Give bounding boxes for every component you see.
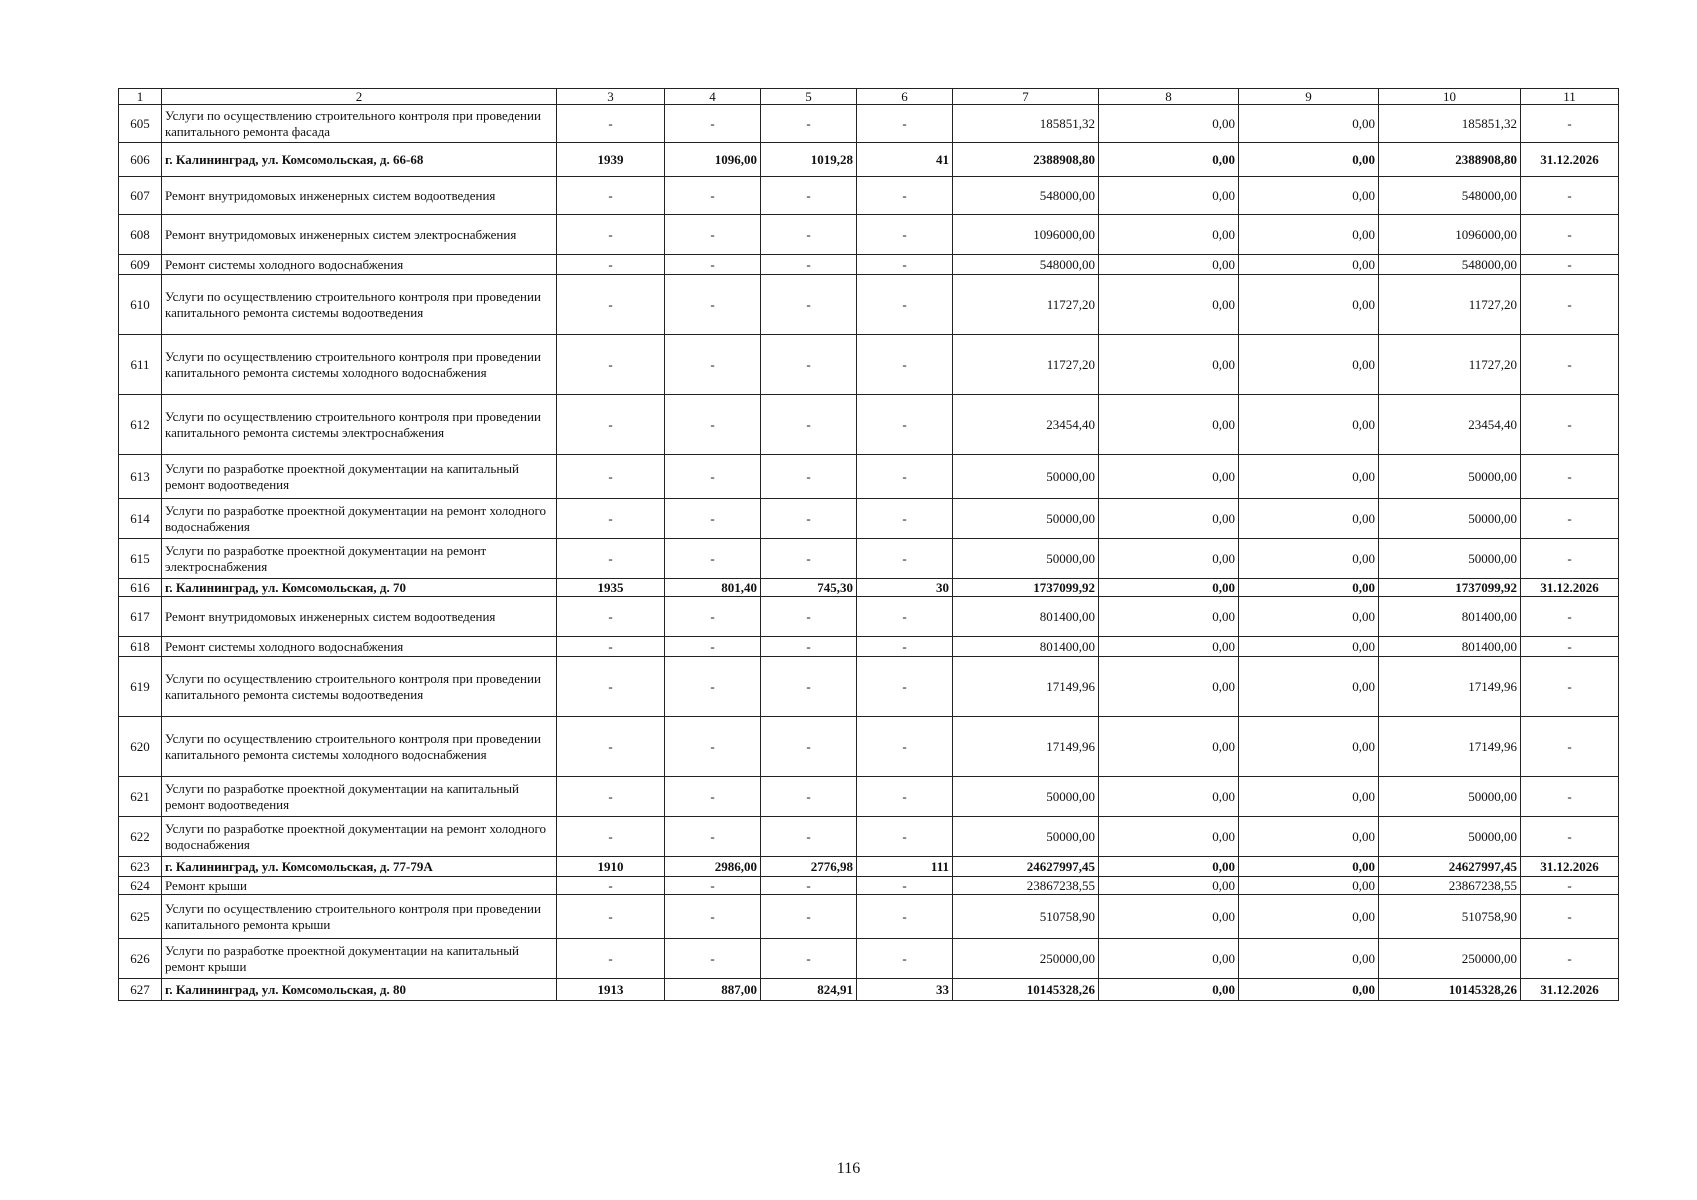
cell-col-9: 0,00	[1239, 275, 1379, 335]
cell-col-5: -	[761, 215, 857, 255]
cell-col-6: -	[857, 939, 953, 979]
cell-col-6: -	[857, 657, 953, 717]
cell-col-8: 0,00	[1099, 817, 1239, 857]
cell-col-11: -	[1521, 895, 1619, 939]
column-header: 9	[1239, 89, 1379, 105]
row-number: 624	[119, 877, 162, 895]
row-number: 606	[119, 143, 162, 177]
address-row	[119, 857, 1619, 877]
cell-col-11: -	[1521, 255, 1619, 275]
cell-col-3: -	[557, 455, 665, 499]
cell-col-8: 0,00	[1099, 877, 1239, 895]
cell-col-5: -	[761, 275, 857, 335]
cell-col-5: -	[761, 895, 857, 939]
cell-col-7: 24627997,45	[953, 857, 1099, 877]
cell-col-6: -	[857, 275, 953, 335]
cell-col-7: 1737099,92	[953, 579, 1099, 597]
cell-col-5: -	[761, 105, 857, 143]
cell-col-11: -	[1521, 395, 1619, 455]
cell-col-7: 548000,00	[953, 177, 1099, 215]
row-number: 610	[119, 275, 162, 335]
work-item-row	[119, 597, 1619, 637]
column-header: 8	[1099, 89, 1239, 105]
cell-col-3: 1913	[557, 979, 665, 1001]
row-number: 616	[119, 579, 162, 597]
cell-col-10: 510758,90	[1379, 895, 1521, 939]
work-item-row	[119, 177, 1619, 215]
cell-col-6: -	[857, 895, 953, 939]
cell-col-6: -	[857, 777, 953, 817]
cell-col-5: -	[761, 597, 857, 637]
work-item-row	[119, 105, 1619, 143]
repair-program-table	[118, 88, 1619, 1001]
cell-col-8: 0,00	[1099, 579, 1239, 597]
cell-col-5: -	[761, 335, 857, 395]
cell-col-6: -	[857, 637, 953, 657]
row-name: Ремонт внутридомовых инженерных систем электроснабжения	[162, 215, 557, 255]
cell-col-7: 801400,00	[953, 597, 1099, 637]
cell-col-6: -	[857, 215, 953, 255]
cell-col-9: 0,00	[1239, 455, 1379, 499]
cell-col-11: -	[1521, 499, 1619, 539]
cell-col-8: 0,00	[1099, 215, 1239, 255]
work-item-row	[119, 395, 1619, 455]
row-name: Ремонт внутридомовых инженерных систем водоотведения	[162, 177, 557, 215]
row-name: Услуги по осуществлению строительного контроля при проведении капитального ремонта системы холодного водоснабжения	[162, 717, 557, 777]
cell-col-11: -	[1521, 939, 1619, 979]
cell-col-6: -	[857, 395, 953, 455]
cell-col-6: 33	[857, 979, 953, 1001]
cell-col-5: -	[761, 717, 857, 777]
row-number: 613	[119, 455, 162, 499]
cell-col-11: 31.12.2026	[1521, 857, 1619, 877]
cell-col-9: 0,00	[1239, 777, 1379, 817]
cell-col-3: -	[557, 177, 665, 215]
cell-col-7: 10145328,26	[953, 979, 1099, 1001]
cell-col-4: -	[665, 939, 761, 979]
cell-col-5: -	[761, 877, 857, 895]
cell-col-3: -	[557, 597, 665, 637]
cell-col-5: -	[761, 395, 857, 455]
work-item-row	[119, 877, 1619, 895]
cell-col-8: 0,00	[1099, 143, 1239, 177]
row-name: г. Калининград, ул. Комсомольская, д. 66-68	[162, 143, 557, 177]
cell-col-4: -	[665, 539, 761, 579]
cell-col-3: -	[557, 817, 665, 857]
cell-col-9: 0,00	[1239, 143, 1379, 177]
column-header: 3	[557, 89, 665, 105]
cell-col-9: 0,00	[1239, 395, 1379, 455]
work-item-row	[119, 539, 1619, 579]
cell-col-6: -	[857, 105, 953, 143]
cell-col-4: -	[665, 105, 761, 143]
cell-col-8: 0,00	[1099, 717, 1239, 777]
cell-col-10: 24627997,45	[1379, 857, 1521, 877]
cell-col-7: 17149,96	[953, 657, 1099, 717]
cell-col-3: -	[557, 105, 665, 143]
column-number-header-row	[119, 89, 1619, 105]
cell-col-4: 801,40	[665, 579, 761, 597]
cell-col-4: -	[665, 877, 761, 895]
column-header: 6	[857, 89, 953, 105]
column-header: 11	[1521, 89, 1619, 105]
cell-col-9: 0,00	[1239, 499, 1379, 539]
row-number: 614	[119, 499, 162, 539]
column-header: 5	[761, 89, 857, 105]
cell-col-10: 548000,00	[1379, 255, 1521, 275]
work-item-row	[119, 255, 1619, 275]
cell-col-7: 185851,32	[953, 105, 1099, 143]
cell-col-8: 0,00	[1099, 637, 1239, 657]
cell-col-11: -	[1521, 215, 1619, 255]
cell-col-7: 801400,00	[953, 637, 1099, 657]
cell-col-5: -	[761, 817, 857, 857]
cell-col-8: 0,00	[1099, 395, 1239, 455]
cell-col-5: -	[761, 455, 857, 499]
cell-col-8: 0,00	[1099, 105, 1239, 143]
column-header: 2	[162, 89, 557, 105]
row-number: 625	[119, 895, 162, 939]
cell-col-11: -	[1521, 777, 1619, 817]
cell-col-7: 50000,00	[953, 455, 1099, 499]
cell-col-9: 0,00	[1239, 857, 1379, 877]
row-name: Услуги по осуществлению строительного контроля при проведении капитального ремонта крыши	[162, 895, 557, 939]
cell-col-3: 1910	[557, 857, 665, 877]
cell-col-5: 824,91	[761, 979, 857, 1001]
cell-col-3: -	[557, 335, 665, 395]
cell-col-9: 0,00	[1239, 939, 1379, 979]
cell-col-9: 0,00	[1239, 657, 1379, 717]
cell-col-9: 0,00	[1239, 637, 1379, 657]
cell-col-5: -	[761, 499, 857, 539]
cell-col-11: -	[1521, 455, 1619, 499]
work-item-row	[119, 895, 1619, 939]
row-name: Услуги по осуществлению строительного контроля при проведении капитального ремонта системы водоотведения	[162, 657, 557, 717]
row-number: 622	[119, 817, 162, 857]
cell-col-9: 0,00	[1239, 579, 1379, 597]
cell-col-9: 0,00	[1239, 979, 1379, 1001]
cell-col-11: -	[1521, 335, 1619, 395]
row-number: 620	[119, 717, 162, 777]
address-row	[119, 979, 1619, 1001]
cell-col-3: -	[557, 657, 665, 717]
cell-col-11: -	[1521, 105, 1619, 143]
cell-col-3: -	[557, 895, 665, 939]
cell-col-4: -	[665, 335, 761, 395]
cell-col-10: 17149,96	[1379, 717, 1521, 777]
cell-col-8: 0,00	[1099, 979, 1239, 1001]
column-header: 4	[665, 89, 761, 105]
cell-col-4: -	[665, 817, 761, 857]
work-item-row	[119, 275, 1619, 335]
cell-col-4: -	[665, 717, 761, 777]
row-name: Ремонт системы холодного водоснабжения	[162, 255, 557, 275]
row-name: Услуги по разработке проектной документации на ремонт холодного водоснабжения	[162, 817, 557, 857]
address-row	[119, 143, 1619, 177]
row-number: 626	[119, 939, 162, 979]
row-name: Услуги по разработке проектной документации на капитальный ремонт водоотведения	[162, 777, 557, 817]
cell-col-6: -	[857, 539, 953, 579]
row-number: 612	[119, 395, 162, 455]
row-number: 611	[119, 335, 162, 395]
work-item-row	[119, 499, 1619, 539]
cell-col-5: -	[761, 657, 857, 717]
cell-col-10: 23867238,55	[1379, 877, 1521, 895]
cell-col-8: 0,00	[1099, 455, 1239, 499]
cell-col-7: 11727,20	[953, 335, 1099, 395]
column-header: 7	[953, 89, 1099, 105]
cell-col-7: 50000,00	[953, 777, 1099, 817]
cell-col-10: 11727,20	[1379, 335, 1521, 395]
row-name: Услуги по разработке проектной документации на ремонт электроснабжения	[162, 539, 557, 579]
row-name: Услуги по разработке проектной документации на капитальный ремонт водоотведения	[162, 455, 557, 499]
cell-col-8: 0,00	[1099, 857, 1239, 877]
work-item-row	[119, 717, 1619, 777]
cell-col-7: 548000,00	[953, 255, 1099, 275]
cell-col-10: 50000,00	[1379, 777, 1521, 817]
cell-col-3: -	[557, 255, 665, 275]
cell-col-6: -	[857, 597, 953, 637]
row-name: Услуги по разработке проектной документации на капитальный ремонт крыши	[162, 939, 557, 979]
cell-col-3: -	[557, 637, 665, 657]
cell-col-6: -	[857, 817, 953, 857]
work-item-row	[119, 777, 1619, 817]
cell-col-4: -	[665, 215, 761, 255]
row-number: 619	[119, 657, 162, 717]
cell-col-5: -	[761, 539, 857, 579]
cell-col-3: -	[557, 215, 665, 255]
row-number: 609	[119, 255, 162, 275]
row-name: Ремонт системы холодного водоснабжения	[162, 637, 557, 657]
cell-col-11: -	[1521, 539, 1619, 579]
row-number: 617	[119, 597, 162, 637]
cell-col-5: 2776,98	[761, 857, 857, 877]
cell-col-5: 745,30	[761, 579, 857, 597]
cell-col-10: 11727,20	[1379, 275, 1521, 335]
cell-col-4: -	[665, 255, 761, 275]
work-item-row	[119, 817, 1619, 857]
cell-col-4: 887,00	[665, 979, 761, 1001]
cell-col-9: 0,00	[1239, 539, 1379, 579]
cell-col-10: 50000,00	[1379, 817, 1521, 857]
row-number: 627	[119, 979, 162, 1001]
cell-col-7: 250000,00	[953, 939, 1099, 979]
row-name: г. Калининград, ул. Комсомольская, д. 70	[162, 579, 557, 597]
cell-col-6: 111	[857, 857, 953, 877]
cell-col-9: 0,00	[1239, 335, 1379, 395]
cell-col-9: 0,00	[1239, 895, 1379, 939]
cell-col-7: 510758,90	[953, 895, 1099, 939]
work-item-row	[119, 657, 1619, 717]
cell-col-9: 0,00	[1239, 817, 1379, 857]
cell-col-8: 0,00	[1099, 177, 1239, 215]
row-name: Услуги по осуществлению строительного контроля при проведении капитального ремонта системы водоотведения	[162, 275, 557, 335]
address-row	[119, 579, 1619, 597]
cell-col-6: 30	[857, 579, 953, 597]
row-number: 618	[119, 637, 162, 657]
cell-col-4: -	[665, 455, 761, 499]
cell-col-11: -	[1521, 177, 1619, 215]
cell-col-4: -	[665, 895, 761, 939]
cell-col-9: 0,00	[1239, 717, 1379, 777]
cell-col-10: 548000,00	[1379, 177, 1521, 215]
cell-col-4: -	[665, 597, 761, 637]
cell-col-10: 50000,00	[1379, 539, 1521, 579]
row-name: Услуги по осуществлению строительного контроля при проведении капитального ремонта системы холодного водоснабжения	[162, 335, 557, 395]
cell-col-10: 250000,00	[1379, 939, 1521, 979]
cell-col-11: 31.12.2026	[1521, 979, 1619, 1001]
cell-col-4: -	[665, 777, 761, 817]
cell-col-7: 2388908,80	[953, 143, 1099, 177]
cell-col-5: -	[761, 177, 857, 215]
cell-col-11: -	[1521, 817, 1619, 857]
cell-col-8: 0,00	[1099, 657, 1239, 717]
column-header: 10	[1379, 89, 1521, 105]
row-number: 607	[119, 177, 162, 215]
row-name: г. Калининград, ул. Комсомольская, д. 77-79А	[162, 857, 557, 877]
repair-program-table-container	[118, 88, 1618, 1001]
row-name: Ремонт крыши	[162, 877, 557, 895]
cell-col-3: -	[557, 395, 665, 455]
cell-col-3: -	[557, 777, 665, 817]
cell-col-10: 801400,00	[1379, 597, 1521, 637]
cell-col-8: 0,00	[1099, 499, 1239, 539]
cell-col-7: 50000,00	[953, 817, 1099, 857]
cell-col-3: -	[557, 499, 665, 539]
cell-col-10: 23454,40	[1379, 395, 1521, 455]
cell-col-6: -	[857, 255, 953, 275]
cell-col-9: 0,00	[1239, 177, 1379, 215]
cell-col-6: -	[857, 335, 953, 395]
cell-col-9: 0,00	[1239, 877, 1379, 895]
page-number: 116	[836, 1160, 861, 1177]
cell-col-10: 10145328,26	[1379, 979, 1521, 1001]
row-number: 623	[119, 857, 162, 877]
work-item-row	[119, 455, 1619, 499]
cell-col-3: -	[557, 275, 665, 335]
cell-col-8: 0,00	[1099, 255, 1239, 275]
cell-col-11: -	[1521, 717, 1619, 777]
work-item-row	[119, 215, 1619, 255]
row-name: Услуги по разработке проектной документации на ремонт холодного водоснабжения	[162, 499, 557, 539]
cell-col-11: -	[1521, 657, 1619, 717]
cell-col-8: 0,00	[1099, 777, 1239, 817]
cell-col-6: -	[857, 717, 953, 777]
cell-col-7: 1096000,00	[953, 215, 1099, 255]
cell-col-8: 0,00	[1099, 539, 1239, 579]
cell-col-4: 2986,00	[665, 857, 761, 877]
cell-col-7: 17149,96	[953, 717, 1099, 777]
cell-col-10: 50000,00	[1379, 455, 1521, 499]
row-number: 605	[119, 105, 162, 143]
cell-col-4: -	[665, 395, 761, 455]
cell-col-4: -	[665, 275, 761, 335]
cell-col-6: -	[857, 877, 953, 895]
cell-col-11: -	[1521, 637, 1619, 657]
cell-col-6: -	[857, 455, 953, 499]
row-name: Услуги по осуществлению строительного контроля при проведении капитального ремонта фасада	[162, 105, 557, 143]
cell-col-3: -	[557, 539, 665, 579]
cell-col-10: 801400,00	[1379, 637, 1521, 657]
cell-col-3: -	[557, 877, 665, 895]
cell-col-4: -	[665, 637, 761, 657]
cell-col-8: 0,00	[1099, 335, 1239, 395]
cell-col-7: 50000,00	[953, 539, 1099, 579]
cell-col-3: 1935	[557, 579, 665, 597]
cell-col-9: 0,00	[1239, 105, 1379, 143]
cell-col-10: 50000,00	[1379, 499, 1521, 539]
cell-col-7: 11727,20	[953, 275, 1099, 335]
cell-col-7: 23454,40	[953, 395, 1099, 455]
cell-col-8: 0,00	[1099, 275, 1239, 335]
cell-col-3: 1939	[557, 143, 665, 177]
cell-col-11: -	[1521, 275, 1619, 335]
cell-col-5: -	[761, 255, 857, 275]
row-number: 608	[119, 215, 162, 255]
cell-col-4: -	[665, 177, 761, 215]
row-name: г. Калининград, ул. Комсомольская, д. 80	[162, 979, 557, 1001]
cell-col-10: 2388908,80	[1379, 143, 1521, 177]
work-item-row	[119, 637, 1619, 657]
work-item-row	[119, 335, 1619, 395]
cell-col-9: 0,00	[1239, 255, 1379, 275]
cell-col-6: -	[857, 177, 953, 215]
row-number: 621	[119, 777, 162, 817]
cell-col-6: -	[857, 499, 953, 539]
cell-col-8: 0,00	[1099, 597, 1239, 637]
row-name: Ремонт внутридомовых инженерных систем водоотведения	[162, 597, 557, 637]
cell-col-5: -	[761, 939, 857, 979]
cell-col-11: -	[1521, 877, 1619, 895]
column-header: 1	[119, 89, 162, 105]
cell-col-4: -	[665, 657, 761, 717]
cell-col-11: 31.12.2026	[1521, 143, 1619, 177]
cell-col-6: 41	[857, 143, 953, 177]
cell-col-11: -	[1521, 597, 1619, 637]
cell-col-9: 0,00	[1239, 215, 1379, 255]
cell-col-10: 185851,32	[1379, 105, 1521, 143]
row-number: 615	[119, 539, 162, 579]
cell-col-3: -	[557, 717, 665, 777]
cell-col-9: 0,00	[1239, 597, 1379, 637]
cell-col-5: 1019,28	[761, 143, 857, 177]
work-item-row	[119, 939, 1619, 979]
cell-col-4: -	[665, 499, 761, 539]
row-name: Услуги по осуществлению строительного контроля при проведении капитального ремонта системы электроснабжения	[162, 395, 557, 455]
cell-col-8: 0,00	[1099, 939, 1239, 979]
cell-col-10: 1737099,92	[1379, 579, 1521, 597]
cell-col-11: 31.12.2026	[1521, 579, 1619, 597]
cell-col-4: 1096,00	[665, 143, 761, 177]
cell-col-7: 23867238,55	[953, 877, 1099, 895]
cell-col-5: -	[761, 637, 857, 657]
cell-col-7: 50000,00	[953, 499, 1099, 539]
cell-col-5: -	[761, 777, 857, 817]
cell-col-10: 17149,96	[1379, 657, 1521, 717]
cell-col-3: -	[557, 939, 665, 979]
cell-col-8: 0,00	[1099, 895, 1239, 939]
cell-col-10: 1096000,00	[1379, 215, 1521, 255]
